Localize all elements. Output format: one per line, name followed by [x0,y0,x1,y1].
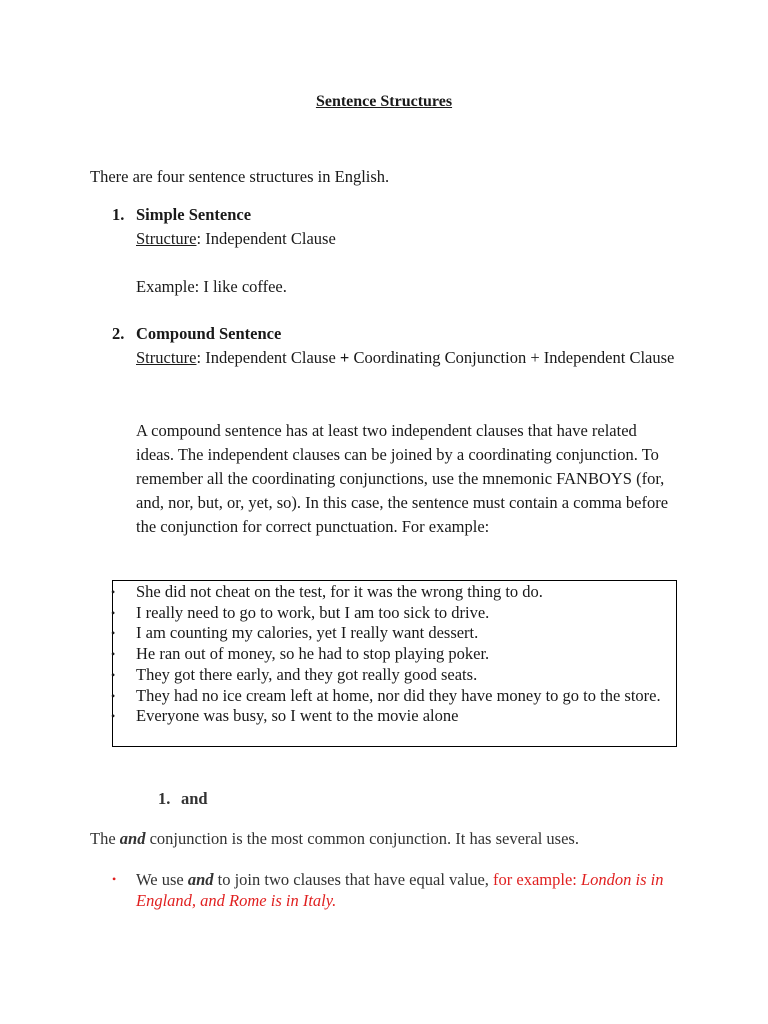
example-text: He ran out of money, so he had to stop playing poker. [136,644,490,664]
structure-line [112,227,682,251]
and-keyword: and [187,870,214,889]
bullet-icon: • [111,647,116,662]
list-item [113,603,676,624]
example-text: They had no ice cream left at home, nor did they have money to go to the store. [136,685,661,705]
list-item [113,644,676,665]
bullet-icon: • [111,667,116,682]
bullet-icon: • [111,709,116,724]
usage-example-label: for example: [493,870,581,889]
section-heading [112,322,682,346]
section-title: Simple Sentence [136,205,252,224]
structure-label: Structure [136,348,197,367]
bullet-icon: • [111,605,116,620]
subsection-title: and [181,789,208,808]
section-number: 2. [112,324,125,343]
structure-text: : Independent Clause [196,229,336,248]
section-heading [112,203,682,227]
structure-text-part-2: Coordinating Conjunction + Independent Clause [349,348,675,367]
example-text: Everyone was busy, so I went to the movie alone [136,706,459,726]
usage-example-sentence: London is in England, and Rome is in Italy. [136,870,664,910]
example-line: Example: I like coffee. [136,277,287,296]
example-text: I really need to go to work, but I am too sick to drive. [136,602,490,622]
compound-explanation: A compound sentence has at least two independent clauses that have related ideas. The independent clauses can be joined by a coordinating conjunction. To remember all the coordinating conjunctions, use the mnemonic FANBOYS (for, and, nor, but, or, yet, so). In this case, the sentence must contain a comma before the conjunction for correct punctuation. For example: [136,421,669,536]
list-item [113,582,676,603]
examples-list [113,582,676,727]
structure-text-part-1: : Independent Clause [196,348,340,367]
list-item [113,706,676,727]
and-usage-bullet [112,869,672,911]
and-usage-text [112,869,672,911]
section-title: Compound Sentence [136,324,282,343]
list-item [113,665,676,686]
example-text: They got there early, and they got really good seats. [136,664,478,684]
bullet-icon: • [111,688,116,703]
page-title: Sentence Structures [315,93,453,110]
structure-label: Structure [136,229,197,248]
examples-box [112,580,677,747]
example-text: I am counting my calories, yet I really want dessert. [136,623,479,643]
list-item [113,686,676,707]
section-simple-sentence [112,203,682,299]
example-text: She did not cheat on the test, for it was the wrong thing to do. [136,582,543,601]
and-description [90,829,579,849]
usage-pre: We use [136,870,188,889]
list-item [113,623,676,644]
subsection-heading-and [158,789,208,809]
section-number: 1. [112,205,125,224]
section-compound-sentence [112,322,682,370]
bullet-icon: • [111,585,116,599]
plus-sign: + [339,348,350,367]
subsection-number: 1. [158,789,171,808]
intro-text: There are four sentence structures in English. [90,167,390,186]
structure-line [112,346,682,370]
and-desc-post: conjunction is the most common conjunction. It has several uses. [145,829,579,848]
bullet-icon: • [111,626,116,641]
and-keyword: and [119,829,146,848]
usage-mid: to join two clauses that have equal value, [213,870,494,889]
bullet-icon: • [112,872,117,886]
and-desc-pre: The [90,829,120,848]
